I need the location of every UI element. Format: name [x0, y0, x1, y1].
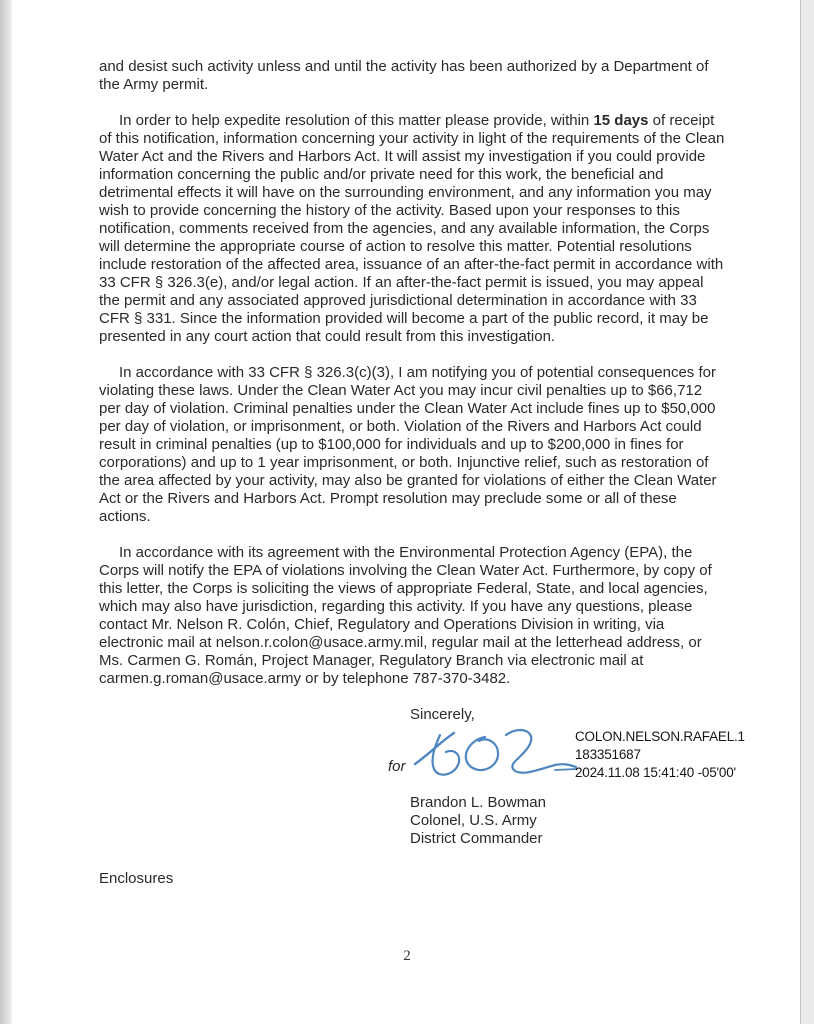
paragraph-continuation: and desist such activity unless and until the activity has been authorized by a Department of the Army permit.: [99, 58, 709, 93]
page-number: 2: [403, 948, 411, 964]
paragraph-resolution-text-before: In order to help expedite resolution of this matter please provide, within: [119, 112, 594, 129]
signed-for-label: for: [388, 758, 406, 775]
salutation: Sincerely,: [410, 706, 475, 723]
closing-block: [99, 706, 745, 851]
paragraph-resolution-text-after: of receipt of this notification, information concerning your activity in light of the requirements of the Clean Water Act and the Rivers and Harbors Act. It will assist my investigation if you could provide information concerning the public and/or private need for this work, the beneficial and detrimental effects it will have on the surrounding environment, and any information you may wish to provide concerning the history of the activity. Based upon your responses to this notification, comments received from the agencies, and any available information, the Corps will determine the appropriate course of action to resolve this matter. Potential resolutions include restoration of the affected area, issuance of an after-the-fact permit in accordance with 33 CFR § 326.3(e), and/or legal action. If an after-the-fact permit is issued, you may appeal the permit and any associated approved jurisdictional determination in accordance with 33 CFR § 331. Since the information provided will become a part of the public record, it may be presented in any court action that could result from this investigation.: [99, 112, 725, 345]
photo-edge-right: [800, 0, 814, 1024]
signature-block: [410, 794, 546, 848]
paragraph-resolution: [99, 112, 727, 346]
letter-body: [99, 58, 745, 887]
deadline-emphasis: 15 days: [593, 112, 649, 129]
paragraph-penalties: In accordance with 33 CFR § 326.3(c)(3), I am notifying you of potential consequences for violating these laws. Under the Clean Water Act you may incur civil penalties up to $66,712 per day of violation. Criminal penalties under the Clean Water Act include fines up to $50,000 per day of violation, or imprisonment, or both. Violation of the Rivers and Harbors Act could result in criminal penalties (up to $100,000 for individuals and up to $200,000 in fines for corporations) and up to 1 year imprisonment, or both. Injunctive relief, such as restoration of the area affected by your activity, may also be granted for violations of either the Clean Water Act or the Rivers and Harbors Act. Prompt resolution may preclude some or all of these actions.: [99, 364, 717, 525]
paragraph-epa-contacts: In accordance with its agreement with the Environmental Protection Agency (EPA), the Corps will notify the EPA of violations involving the Clean Water Act. Furthermore, by copy of this letter, the Corps is soliciting the views of appropriate Federal, State, and local agencies, which may also have jurisdiction, regarding this activity. If you have any questions, please contact Mr. Nelson R. Colón, Chief, Regulatory and Operations Division in writing, via electronic mail at nelson.r.colon@usace.army.mil, regular mail at the letterhead address, or Ms. Carmen G. Román, Project Manager, Regulatory Branch via electronic mail at carmen.g.roman@usace.army or by telephone 787-370-3482.: [99, 544, 712, 687]
digital-signature-timestamp: 2024.11.08 15:41:40 -05'00': [575, 765, 736, 780]
digital-signature-name: COLON.NELSON.RAFAEL.1: [575, 729, 745, 744]
signer-title: District Commander: [410, 830, 543, 847]
signer-rank: Colonel, U.S. Army: [410, 812, 537, 829]
photo-edge-left: [0, 0, 12, 1024]
handwritten-signature: [409, 724, 581, 786]
digital-signature-stamp: [575, 728, 745, 782]
digital-signature-id: 183351687: [575, 747, 641, 762]
enclosures-label: Enclosures: [99, 870, 174, 887]
signer-name: Brandon L. Bowman: [410, 794, 546, 811]
